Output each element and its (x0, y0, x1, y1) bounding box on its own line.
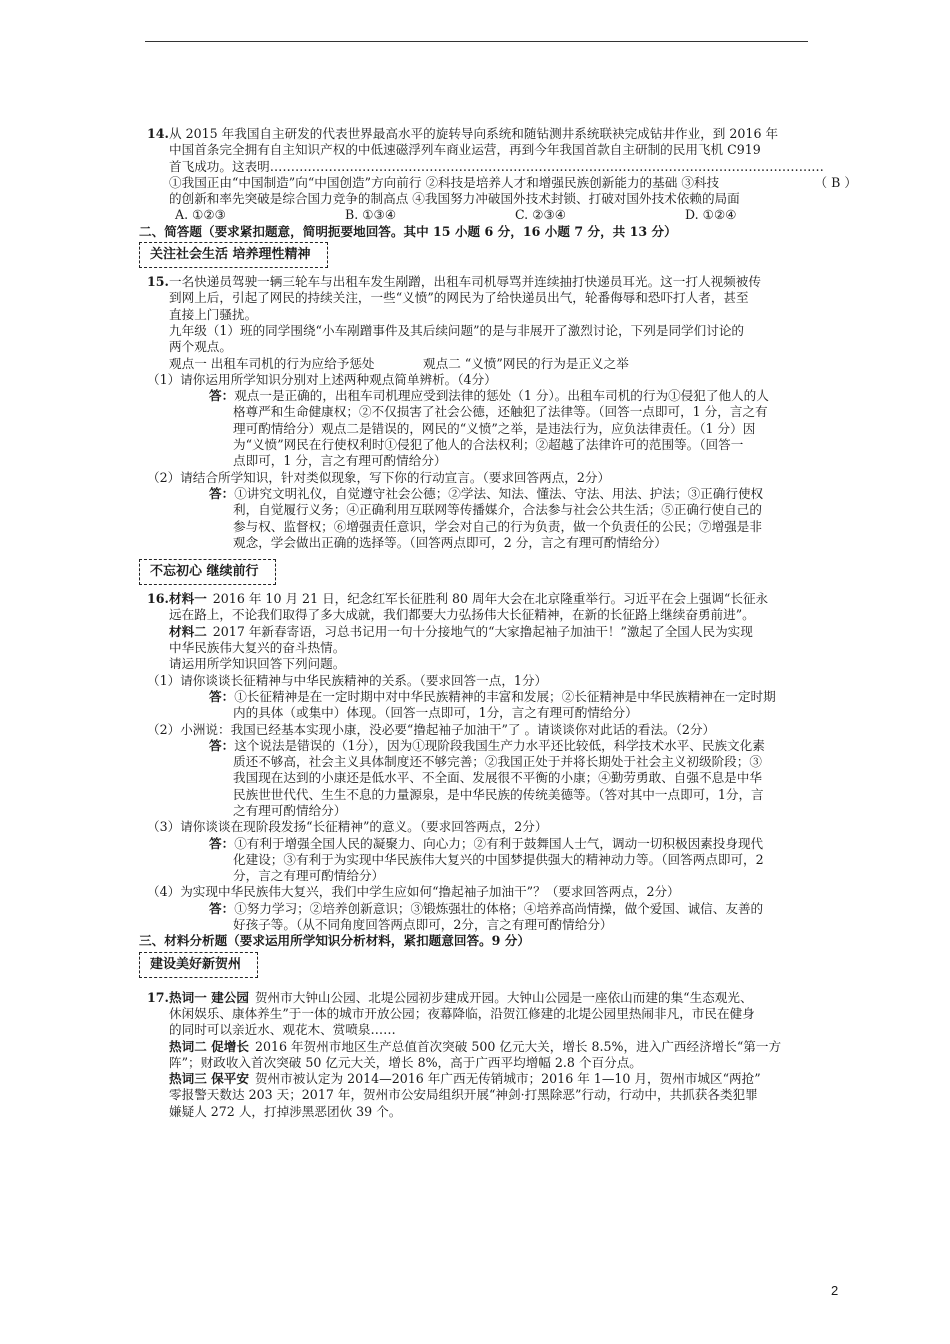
material-line (169, 591, 857, 607)
answer-line: 质还不够高，社会主义具体制度还不够完善；②我国正处于并将长期处于社会主义初级阶段；③ (233, 754, 762, 770)
sub-question-3: （3）请你谈谈在现阶段发扬“长征精神”的意义。（要求回答两点，2分） (147, 819, 548, 835)
hotword-line: 嫌疑人 272 人，打掉涉黑恶团伙 39 个。 (169, 1103, 402, 1119)
question-text-line: 直接上门骚扰。 (169, 306, 258, 322)
question-16 (147, 591, 857, 672)
hotword-label: 热词二 促增长 (169, 1038, 249, 1054)
hotword-line: 阵”；财政收入首次突破 50 亿元大关，增长 8%，高于广西平均增幅 2.8 个百分点。 (169, 1054, 642, 1070)
question-text-line: 中国首条完全拥有自主知识产权的中低速磁浮列车商业运营，再到今年我国首款自主研制的民用飞机 C919 (169, 142, 761, 158)
header-rule (145, 41, 808, 42)
section-heading-2: 二、简答题（要求紧扣题意，简明扼要地回答。其中 15 小题 6 分，16 小题 7 分，共 13 分） (139, 223, 677, 239)
question-number: 14. (147, 126, 169, 141)
option-d: D. ①②④ (685, 207, 737, 223)
answer-line (147, 738, 857, 754)
question-number: 17. (147, 989, 169, 1005)
answer-text: ①有利于增强全国人民的凝聚力、向心力；②有利于鼓舞国人士气，调动一切积极因素投身现代 (234, 835, 764, 851)
sub-question-2: （2）小洲说：我国已经基本实现小康，没必要“撸起袖子加油干”了 。请谈谈你对此话的看法。（2分） (147, 721, 716, 737)
question-text-line: 从 2015 年我国自主研发的代表世界最高水平的旋转导向系统和随钻测井系统联袂完成钻井作业，到 2016 年 (169, 126, 779, 141)
answer-text: ①讲究文明礼仪，自觉遵守社会公德；②学法、知法、懂法、守法、用法、护法；③正确行使权 (234, 485, 764, 501)
viewpoint-1: 观点一 出租车司机的行为应给予惩处 (169, 355, 375, 371)
option-c: C. ②③④ (515, 207, 567, 223)
option-b: B. ①③④ (345, 207, 397, 223)
intro-line: 两个观点。 (169, 339, 232, 355)
hotword-text: 贺州市被认定为 2014—2016 年广西无传销城市；2016 年 1—10 月，贺州市城区“两抢” (254, 1071, 761, 1087)
sub-question-4: （4）为实现中华民族伟大复兴，我们中学生应如何“撸起袖子加油干”？（要求回答两点，2分） (147, 884, 680, 900)
answer-line: 点即可，1 分，言之有理可酌情给分） (233, 453, 447, 469)
page-content (139, 126, 857, 1120)
section-heading-3: 三、材料分析题（要求运用所学知识分析材料，紧扣题意回答。9 分） (139, 933, 530, 949)
hotword-line: 休闲娱乐、康体养生”于一体的城市开放公园；夜幕降临，沿贺江修建的北堤公园里热闹非凡，市民在健身 (169, 1005, 755, 1021)
answer-line: 为“义愤”网民在行使权利时①侵犯了他人的合法权利；②超越了法律许可的范围等。（回答一 (233, 437, 744, 453)
answer-line: 观念，学会做出正确的选择等。（回答两点即可，2 分，言之有理可酌情给分） (233, 534, 667, 550)
hotword-line (169, 1071, 857, 1087)
question-15 (147, 274, 857, 372)
answer-line: 格尊严和生命健康权；②不仅损害了社会公德，还触犯了法律等。（回答一点即可，1 分，言之有 (233, 404, 768, 420)
answer-options (147, 207, 857, 223)
answer-label: 答： (209, 485, 235, 501)
material-text: 2017 年新春寄语，习总书记用一句十分接地气的“大家撸起袖子加油干！”激起了全国人民为实现 (212, 623, 753, 639)
hotword-text: 2016 年贺州市地区生产总值首次突破 500 亿元大关，增长 8.5%，进入广西经济增长“第一方 (254, 1038, 782, 1054)
answer-label: 答： (209, 388, 235, 404)
material-line: 中华民族伟大复兴的奋斗热情。 (169, 640, 346, 656)
topic-tag: 关注社会生活 培养理性精神 (139, 242, 328, 268)
answer-line: 参与权、监督权；⑥增强责任意识，学会对自己的行为负责，做一个负责任的公民；⑦增强是非 (233, 518, 762, 534)
answer-line: 分，言之有理可酌情给分） (233, 868, 385, 884)
question-text: 首飞成功。这表明 (169, 158, 270, 174)
question-number: 16. (147, 591, 169, 607)
answer-line (147, 486, 857, 502)
material-text: 2016 年 10 月 21 日，纪念红军长征胜利 80 周年大会在北京隆重举行。习近平在会上强调“长征永 (212, 591, 769, 607)
hotword-line (169, 990, 857, 1006)
answer-line: 内的具体（或集中）体现。（回答一点即可，1分，言之有理可酌情给分） (233, 705, 638, 721)
material-line: 远在路上，不论我们取得了多大成就，我们都要大力弘扬伟大长征精神，在新的长征路上继续奋勇前进”。 (169, 607, 755, 623)
prompt-line: 请运用所学知识回答下列问题。 (169, 656, 346, 672)
viewpoints (169, 356, 857, 372)
viewpoint-2: 观点二 “义愤”网民的行为是正义之举 (423, 355, 629, 371)
answer-line: 我国现在达到的小康还是低水平、不全面、发展很不平衡的小康；④勤劳勇敢、自强不息是中华 (233, 770, 762, 786)
answer-line: 化建设；③有利于为实现中华民族伟大复兴的中国梦提供强大的精神动力等。（回答两点即可，2 (233, 851, 764, 867)
statement-line: ①我国正由“中国制造”向“中国创造”方向前行 ②科技是培养人才和增强民族创新能力的基础 ③科技 (169, 174, 720, 190)
topic-tag: 不忘初心 继续前行 (139, 559, 276, 585)
answer-line: 之有理可酌情给分） (233, 802, 347, 818)
sub-question-1: （1）请你运用所学知识分别对上述两种观点简单辨析。（4分） (147, 371, 497, 387)
hotword-line: 零报警天数达 203 天；2017 年，贺州市公安局组织开展“神剑·打黑除恶”行动，行动中，共抓获各类犯罪 (169, 1087, 758, 1103)
answer-line: 理可酌情给分）观点二是错误的，网民的“义愤”之举，是违法行为，应负法律责任。（1 分）因 (233, 420, 756, 436)
material-label: 材料一 (169, 591, 207, 607)
hotword-label: 热词一 建公园 (169, 989, 249, 1005)
question-14 (147, 126, 857, 207)
answer-text: 这个说法是错误的（1分），因为①现阶段我国生产力水平还比较低，科学技术水平、民族文化素 (234, 737, 765, 753)
answer-label: 答： (209, 835, 235, 851)
answer-line (147, 689, 857, 705)
intro-line: 九年级（1）班的同学围绕“小车剐蹭事件及其后续问题”的是与非展开了激烈讨论，下列是同学们讨论的 (169, 322, 745, 338)
option-a: A. ①②③ (175, 207, 226, 223)
answer-line: 好孩子等。（从不同角度回答两点即可，2分，言之有理可酌情给分） (233, 917, 613, 933)
hotword-label: 热词三 保平安 (169, 1071, 249, 1087)
material-label: 材料二 (169, 623, 207, 639)
answer-line (147, 901, 857, 917)
sub-question-2: （2）请结合所学知识，针对类似现象，写下你的行动宣言。（要求回答两点，2分） (147, 469, 611, 485)
page-number: 2 (831, 1283, 839, 1298)
answer-text: 观点一是正确的，出租车司机理应受到法律的惩处（1 分）。出租车司机的行为①侵犯了他人的人 (234, 388, 769, 404)
topic-tag: 建设美好新贺州 (139, 952, 258, 978)
sub-question-1: （1）请你谈谈长征精神与中华民族精神的关系。（要求回答一点，1分） (147, 672, 548, 688)
answer-text: ①长征精神是在一定时期中对中华民族精神的丰富和发展；②长征精神是中华民族精神在一定时期 (234, 688, 776, 704)
answer-line (147, 836, 857, 852)
material-line (169, 624, 857, 640)
question-number: 15. (147, 274, 169, 290)
answer-line (147, 388, 857, 404)
answer-line: 民族世世代代、生生不息的力量源泉，是中华民族的传统美德等。（答对其中一点即可，1分，言 (233, 786, 764, 802)
answer-text: ①努力学习；②培养创新意识；③锻炼强壮的体格；④培养高尚情操，做个爱国、诚信、友善的 (234, 900, 764, 916)
answer-label: 答： (209, 737, 235, 753)
hotword-text: 贺州市大钟山公园、北堤公园初步建成开园。大钟山公园是一座依山而建的集“生态观光、 (254, 989, 753, 1005)
answer-label: 答： (209, 900, 235, 916)
answer-choice: （ B ） (814, 174, 857, 190)
leader-dots: …………………………………………………………………………………………………………………… (269, 158, 824, 174)
question-text-line: 到网上后，引起了网民的持续关注，一些“义愤”的网民为了给快递员出气，轮番侮辱和恐吓打人者，甚至 (169, 290, 749, 306)
question-text-line: 一名快递员驾驶一辆三轮车与出租车发生剐蹭，出租车司机辱骂并连续抽打快递员耳光。这一打人视频被传 (169, 274, 761, 290)
answer-label: 答： (209, 688, 235, 704)
hotword-line (169, 1039, 857, 1055)
hotword-line: 的同时可以亲近水、观花木、赏喷泉…… (169, 1022, 396, 1038)
question-17 (147, 990, 857, 1120)
answer-line: 利，自觉履行义务；④正确利用互联网等传播媒介，合法参与社会公共生活；⑤正确行使自己的 (233, 502, 762, 518)
statement-line: 的创新和率先突破是综合国力竞争的制高点 ④我国努力冲破国外技术封锁、打破对国外技术依赖的局面 (169, 191, 740, 207)
